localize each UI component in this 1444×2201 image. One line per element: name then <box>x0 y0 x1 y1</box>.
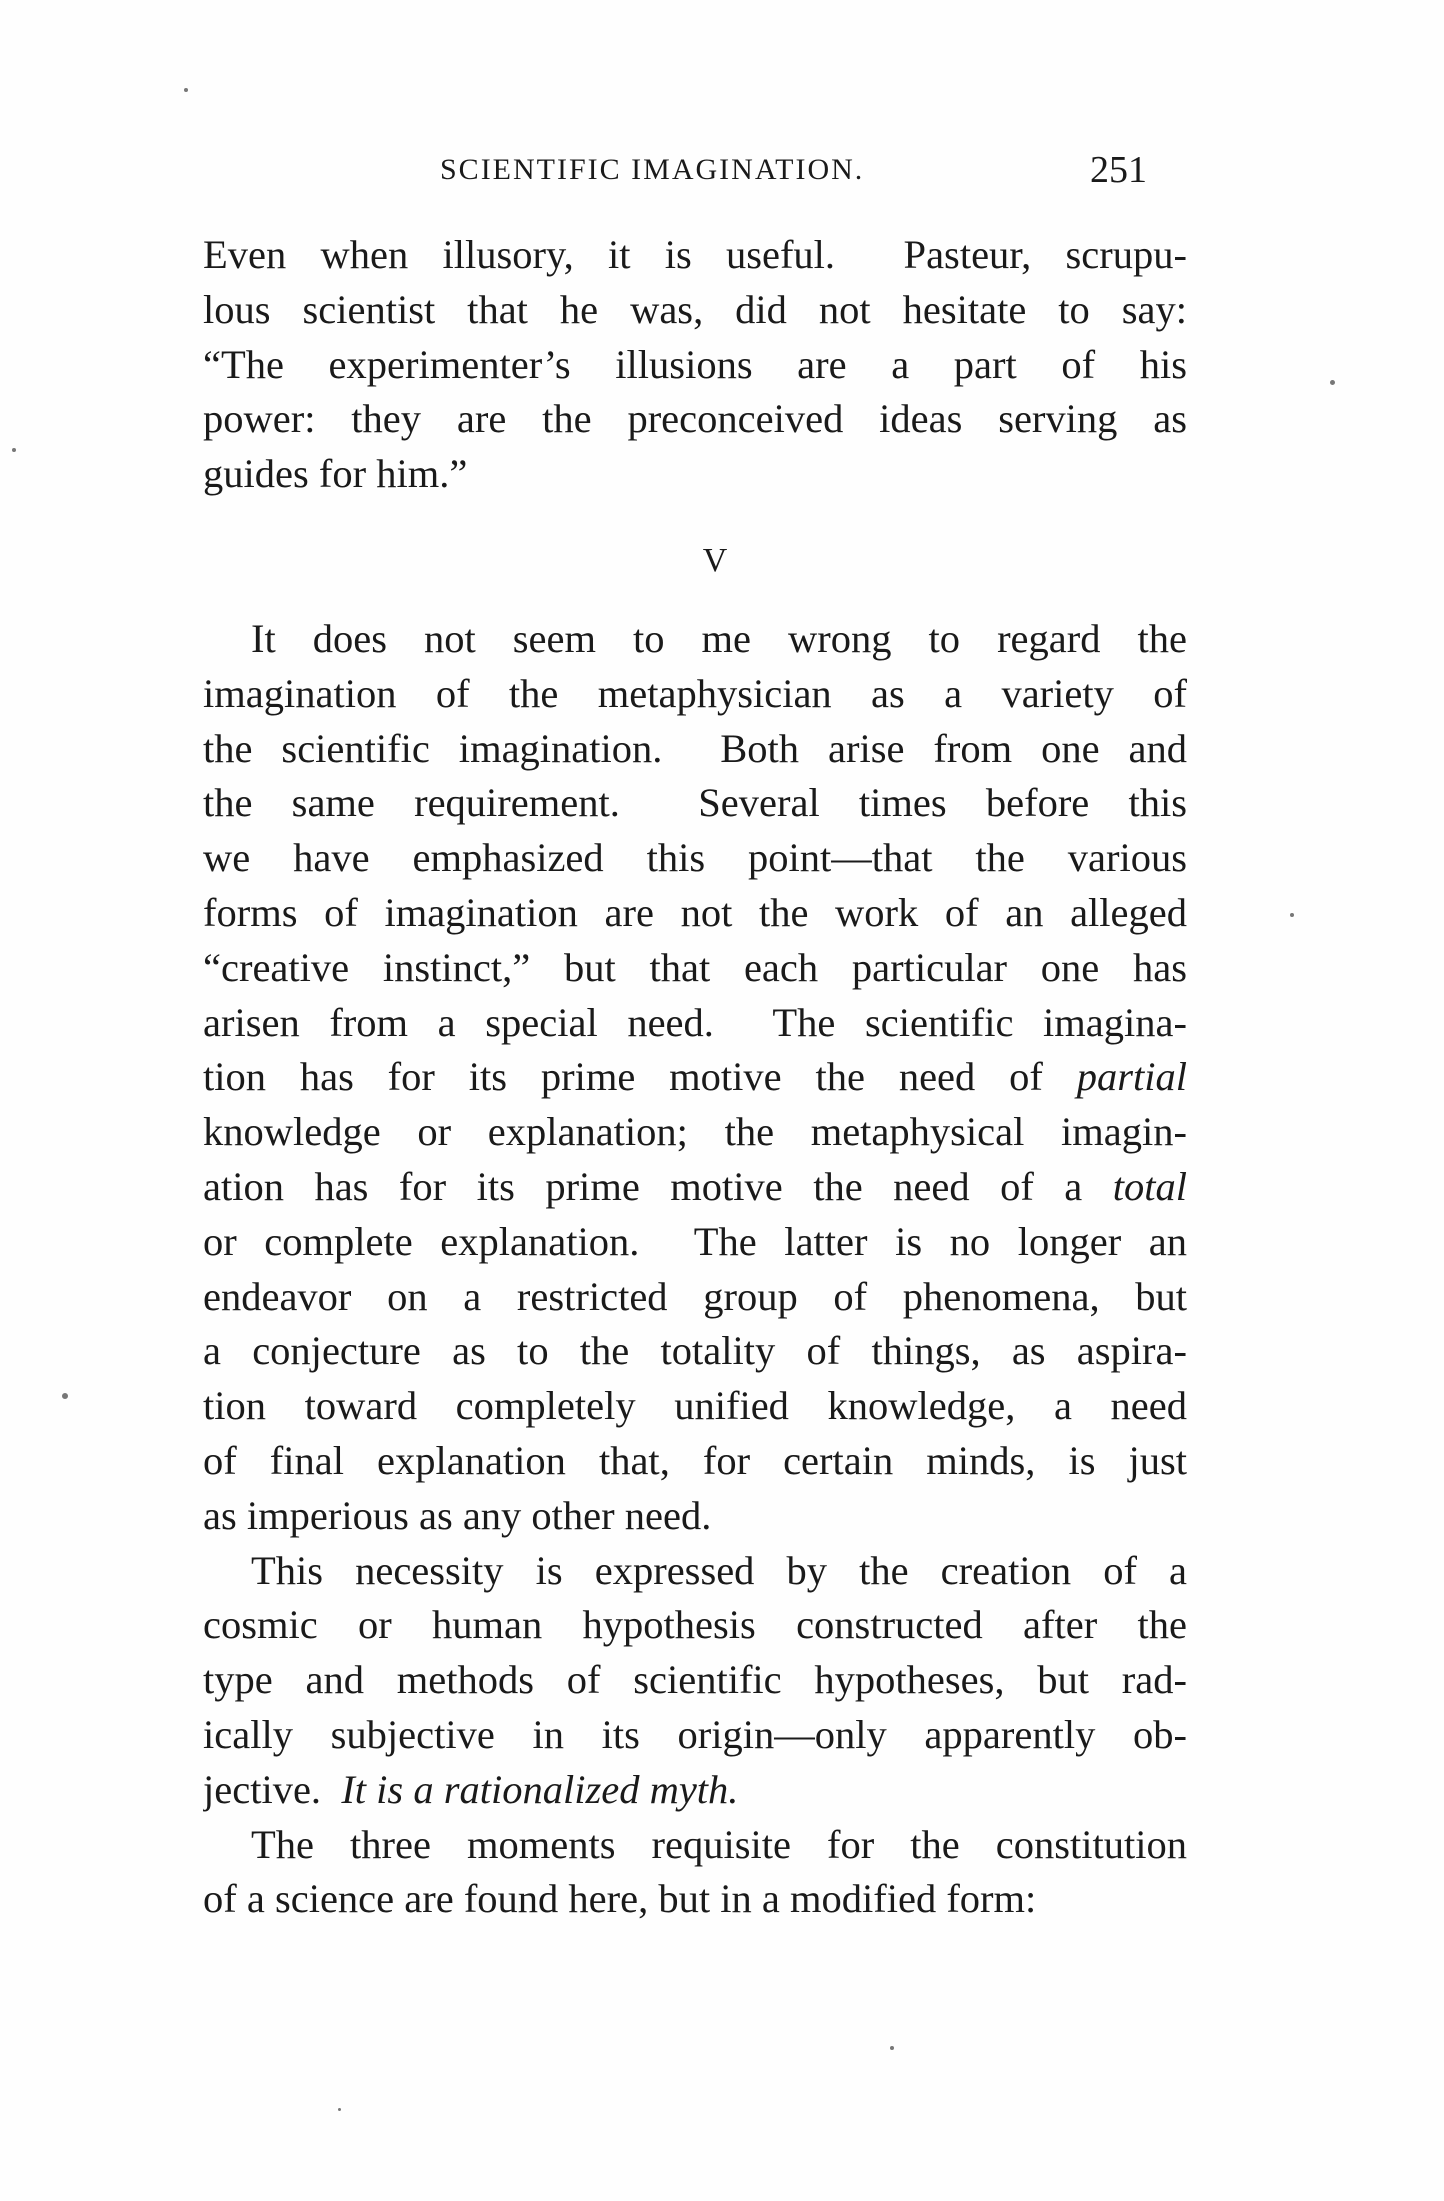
text-segment: guides for him.” <box>203 451 468 497</box>
text-line <box>203 1160 1187 1215</box>
text-line <box>203 338 1187 393</box>
running-title: SCIENTIFIC IMAGINATION. <box>440 153 865 186</box>
text-line <box>203 1598 1187 1653</box>
scan-speck <box>890 2046 894 2050</box>
text-line <box>203 612 1187 667</box>
text-segment: tion has for its prime motive the need of <box>203 1054 1077 1100</box>
text-segment: imagination of the metaphysician as a variety of <box>203 670 1187 716</box>
text-segment: “creative instinct,” but that each particular one has <box>203 944 1187 990</box>
text-segment: or complete explanation. The latter is no longer an <box>203 1218 1187 1264</box>
text-segment: of a science are found here, but in a modified form: <box>203 1876 1037 1922</box>
text-segment: power: they are the preconceived ideas serving as <box>203 396 1187 442</box>
scan-speck <box>1290 913 1294 917</box>
text-segment: ation has for its prime motive the need of a <box>203 1163 1113 1209</box>
italic-text: It is a rationalized myth. <box>341 1766 739 1812</box>
scan-speck <box>62 1393 68 1399</box>
italic-text: partial <box>1076 1054 1187 1100</box>
text-segment: knowledge or explanation; the metaphysical imagin- <box>203 1109 1187 1155</box>
text-segment: ically subjective in its origin—only apparently ob- <box>203 1711 1187 1757</box>
paragraph <box>203 228 1187 502</box>
text-segment: arisen from a special need. The scientific imagina- <box>203 999 1187 1045</box>
text-line <box>203 1818 1187 1873</box>
text-line <box>203 1489 1187 1544</box>
running-head <box>200 150 1200 200</box>
text-line <box>203 1324 1187 1379</box>
text-line <box>203 722 1187 777</box>
scan-speck <box>1330 380 1335 385</box>
text-segment: It does not seem to me wrong to regard the <box>251 615 1187 661</box>
paragraph <box>203 1544 1187 1818</box>
scan-speck <box>338 2108 341 2111</box>
paragraph <box>203 1818 1187 1928</box>
body-text <box>203 228 1187 1927</box>
paragraph <box>203 612 1187 1544</box>
text-line <box>203 941 1187 996</box>
text-line <box>203 1708 1187 1763</box>
text-line <box>203 831 1187 886</box>
text-line <box>203 1379 1187 1434</box>
text-line <box>203 392 1187 447</box>
text-line <box>203 1872 1187 1927</box>
text-segment: of final explanation that, for certain minds, is just <box>203 1437 1187 1483</box>
text-line <box>203 667 1187 722</box>
section-heading: V <box>702 541 728 579</box>
page-number: 251 <box>1090 149 1147 191</box>
text-line <box>203 1434 1187 1489</box>
text-line <box>203 996 1187 1051</box>
italic-text: total <box>1112 1163 1187 1209</box>
scan-speck <box>184 88 188 92</box>
text-line <box>203 1653 1187 1708</box>
text-segment: The three moments requisite for the constitution <box>251 1821 1187 1867</box>
text-segment: a conjecture as to the totality of things, as aspira- <box>203 1328 1187 1374</box>
text-segment: as imperious as any other need. <box>203 1492 712 1538</box>
text-segment: This necessity is expressed by the creation of a <box>251 1547 1187 1593</box>
text-line <box>203 228 1187 283</box>
text-segment: the scientific imagination. Both arise from one and <box>203 725 1187 771</box>
text-segment: we have emphasized this point—that the various <box>203 835 1187 881</box>
scan-speck <box>12 448 16 452</box>
text-segment: jective. <box>203 1766 342 1812</box>
text-segment: type and methods of scientific hypotheses, but rad- <box>203 1657 1187 1703</box>
text-line <box>203 447 1187 502</box>
text-line <box>203 1050 1187 1105</box>
text-line <box>203 886 1187 941</box>
text-segment: tion toward completely unified knowledge, a need <box>203 1383 1187 1429</box>
text-line <box>203 1544 1187 1599</box>
text-segment: Even when illusory, it is useful. Pasteur, scrupu- <box>203 232 1187 277</box>
text-segment: lous scientist that he was, did not hesitate to say: <box>203 286 1187 332</box>
text-line <box>203 1270 1187 1325</box>
text-segment: endeavor on a restricted group of phenomena, but <box>203 1273 1187 1319</box>
text-segment: the same requirement. Several times before this <box>203 780 1187 826</box>
text-segment: forms of imagination are not the work of an alleged <box>203 889 1187 935</box>
text-line <box>203 283 1187 338</box>
text-segment: cosmic or human hypothesis constructed after the <box>203 1602 1187 1648</box>
text-line <box>203 1215 1187 1270</box>
text-line <box>203 776 1187 831</box>
text-segment: “The experimenter’s illusions are a part of his <box>203 341 1187 387</box>
text-line <box>203 1105 1187 1160</box>
text-line <box>203 1763 1187 1818</box>
